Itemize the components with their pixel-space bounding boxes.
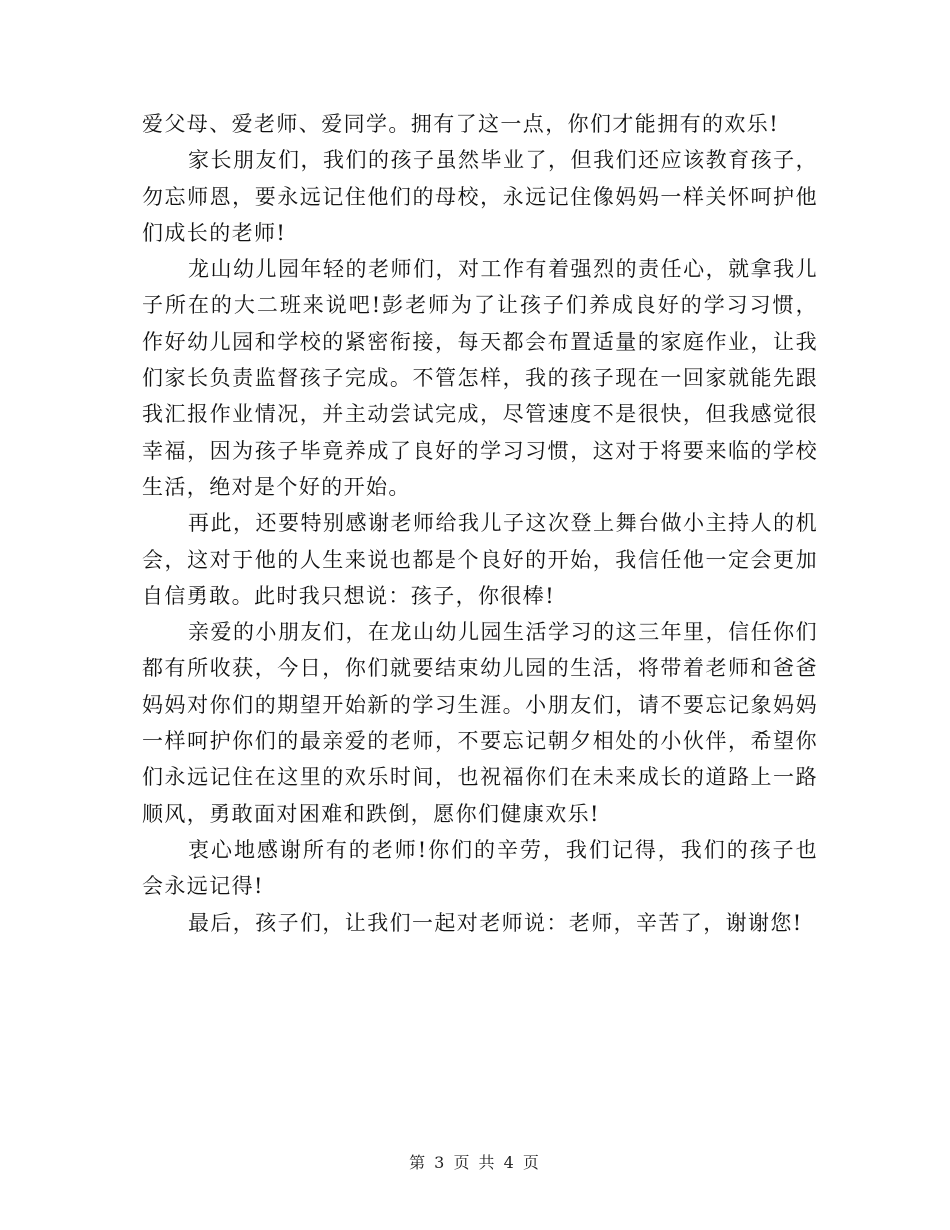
paragraph-7: 最后，孩子们，让我们一起对老师说：老师，辛苦了，谢谢您! [188,910,803,935]
paragraph-1: 爱父母、爱老师、爱同学。拥有了这一点，你们才能拥有的欢乐! [142,112,780,136]
page-number-footer: 第 3 页 共 4 页 [409,1153,541,1172]
paragraph-2: 家长朋友们，我们的孩子虽然毕业了，但我们还应该教育孩子，勿忘师恩，要永远记住他们的母校，永远记住像妈妈一样关怀呵护他们成长的老师! [142,148,818,245]
document-body [142,106,818,941]
paragraph-6: 衷心地感谢所有的老师!你们的辛劳，我们记得，我们的孩子也会永远记得! [142,837,818,899]
paragraph-3: 龙山幼儿园年轻的老师们，对工作有着强烈的责任心，就拿我儿子所在的大二班来说吧!彭老师为了让孩子们养成良好的学习习惯，作好幼儿园和学校的紧密衔接，每天都会布置适量的家庭作业，让我们家长负责监督孩子完成。不管怎样，我的孩子现在一回家就能先跟我汇报作业情况，并主动尝试完成，尽管速度不是很快，但我感觉很幸福，因为孩子毕竟养成了良好的学习习惯，这对于将要来临的学校生活，绝对是个好的开始。 [142,257,818,499]
paragraph-4: 再此，还要特别感谢老师给我儿子这次登上舞台做小主持人的机会，这对于他的人生来说也都是个良好的开始，我信任他一定会更加自信勇敢。此时我只想说：孩子，你很棒! [142,511,818,608]
paragraph-5: 亲爱的小朋友们，在龙山幼儿园生活学习的这三年里，信任你们都有所收获，今日，你们就要结束幼儿园的生活，将带着老师和爸爸妈妈对你们的期望开始新的学习生涯。小朋友们，请不要忘记象妈妈一样呵护你们的最亲爱的老师，不要忘记朝夕相处的小伙伴，希望你们永远记住在这里的欢乐时间，也祝福你们在未来成长的道路上一路顺风，勇敢面对困难和跌倒，愿你们健康欢乐! [142,620,818,826]
